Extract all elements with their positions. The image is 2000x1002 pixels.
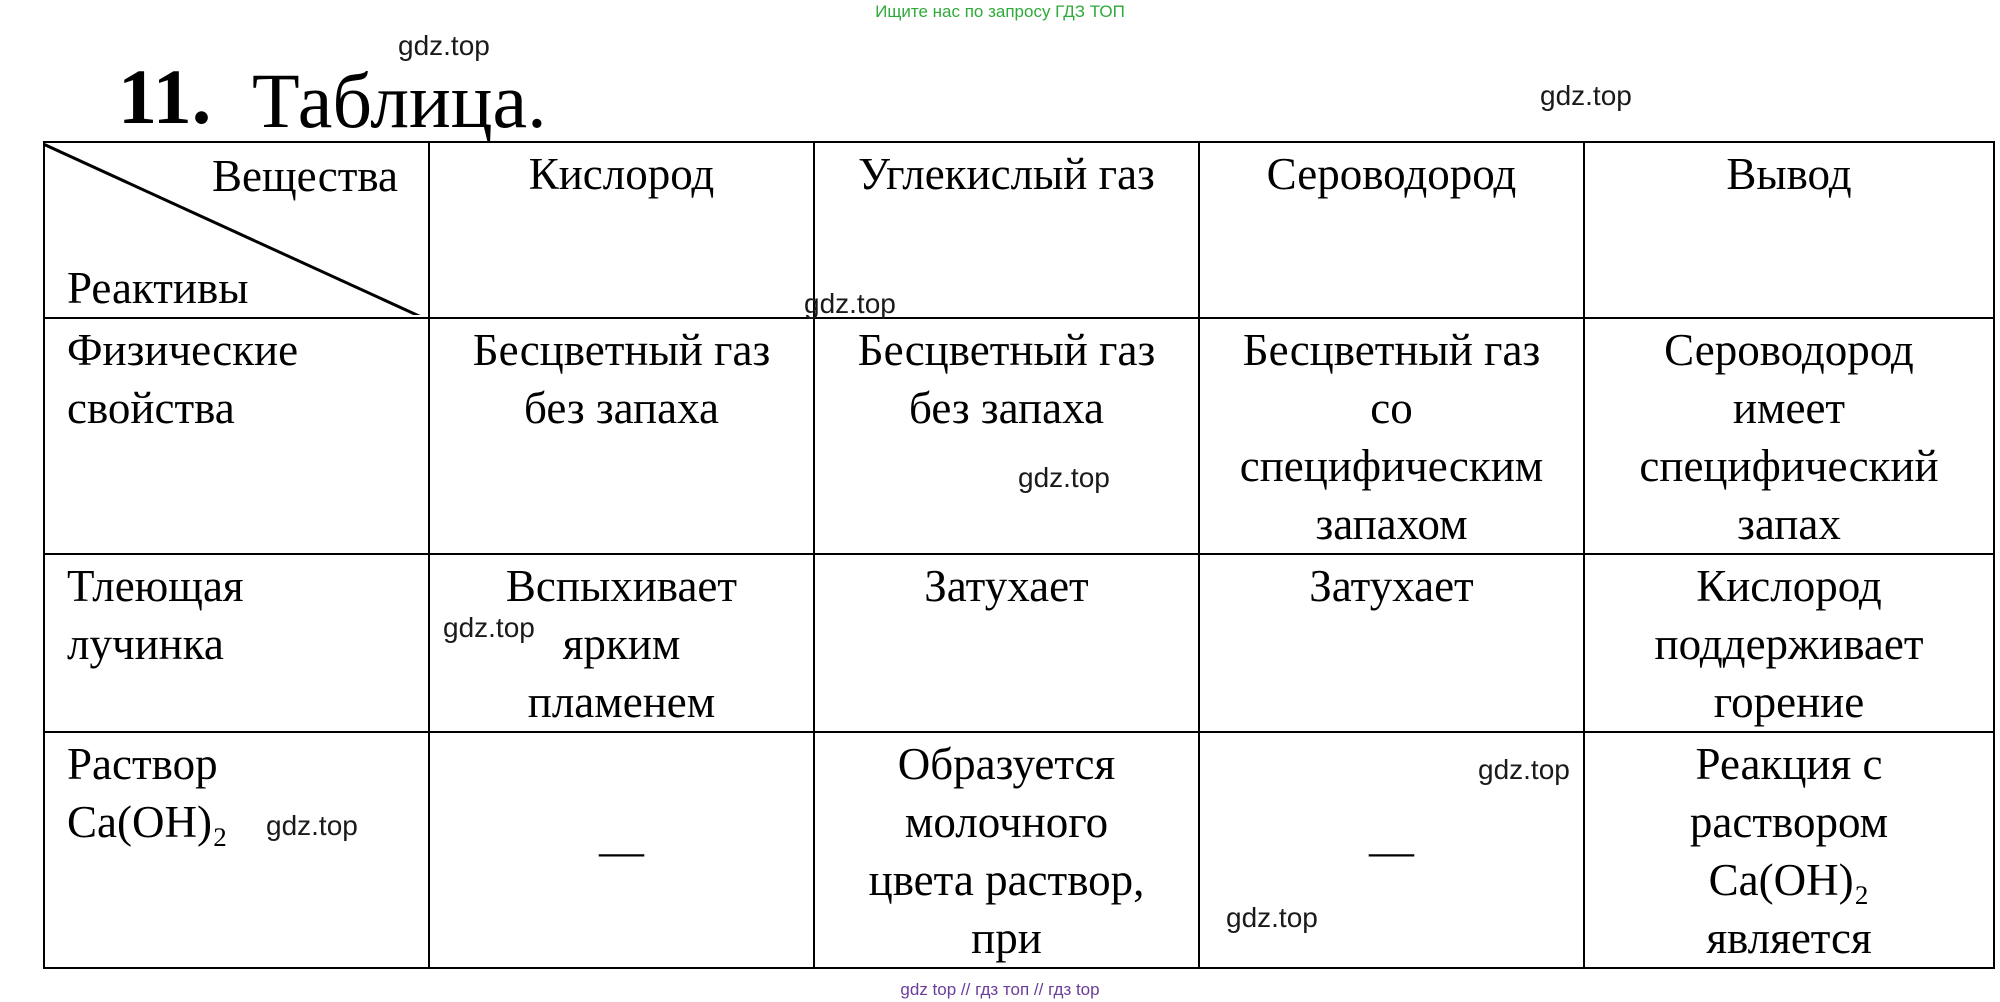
row-label-splinter: Тлеющая лучинка (44, 554, 429, 732)
cell-physical-oxygen: Бесцветный газ без запаха (429, 318, 814, 554)
table-row (44, 318, 1994, 554)
cell-limewater-co2: Образуется молочного цвета раствор, при (814, 732, 1199, 968)
column-header-oxygen: Кислород (429, 142, 814, 318)
search-hint: Ищите нас по запросу ГДЗ ТОП (875, 2, 1125, 21)
task-number: 11. (118, 53, 212, 140)
watermark: gdz.top (1018, 462, 1110, 493)
column-header-conclusion: Вывод (1584, 142, 1994, 318)
table-corner-cell (44, 142, 429, 318)
cell-physical-conclusion: Сероводород имеет специфический запах (1584, 318, 1994, 554)
watermark: gdz.top (1478, 754, 1570, 785)
cell-physical-h2s: Бесцветный газ со специфическим запахом (1199, 318, 1584, 554)
watermark: gdz.top (1226, 902, 1318, 933)
watermark: gdz.top (1540, 80, 1632, 111)
cell-splinter-h2s: Затухает (1199, 554, 1584, 732)
watermark: gdz.top (443, 612, 535, 643)
cell-splinter-conclusion: Кислород поддерживает горение (1584, 554, 1994, 732)
footer-watermark: gdz top // гдз топ // гдз top (900, 980, 1100, 999)
table-header-row (44, 142, 1994, 318)
column-header-h2s: Сероводород (1199, 142, 1584, 318)
watermark: gdz.top (266, 810, 358, 841)
corner-label-substances: Вещества (212, 151, 398, 201)
cell-splinter-oxygen: Вспыхивает ярким пламенем (429, 554, 814, 732)
task-title: Таблица. (252, 57, 547, 144)
comparison-table (43, 141, 1995, 969)
watermark: gdz.top (804, 288, 896, 319)
row-label-limewater: Раствор Ca(OH)₂ (44, 732, 429, 968)
table-row (44, 554, 1994, 732)
table-row (44, 732, 1994, 968)
cell-limewater-oxygen: — (429, 732, 814, 968)
cell-splinter-co2: Затухает (814, 554, 1199, 732)
cell-limewater-h2s: — (1199, 732, 1584, 968)
cell-limewater-conclusion: Реакция с раствором Ca(OH)₂ является (1584, 732, 1994, 968)
watermark: gdz.top (398, 30, 490, 61)
cell-physical-co2: Бесцветный газ без запаха (814, 318, 1199, 554)
corner-label-reagents: Реактивы (67, 263, 249, 313)
row-label-physical: Физические свойства (44, 318, 429, 554)
column-header-co2: Углекислый газ (814, 142, 1199, 318)
